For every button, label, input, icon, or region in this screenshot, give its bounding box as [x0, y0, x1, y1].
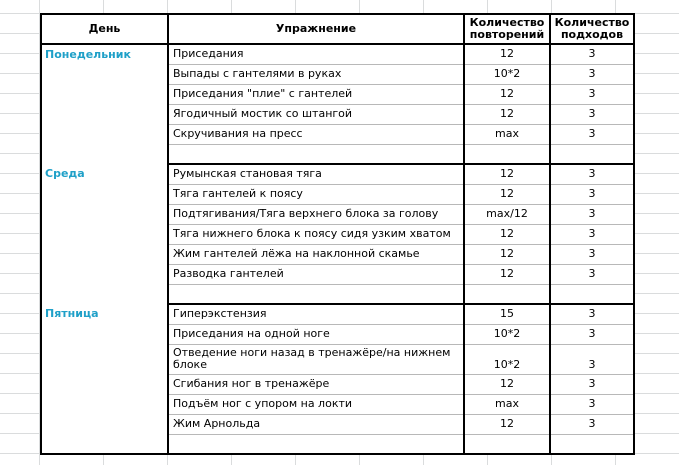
reps-cell[interactable]: 12 [464, 44, 550, 64]
reps-cell[interactable]: 15 [464, 304, 550, 324]
group-wednesday [41, 164, 634, 304]
day-cell[interactable]: Пятница [41, 304, 168, 454]
header-sets[interactable]: Количество подходов [550, 14, 634, 44]
exercise-cell[interactable]: Жим гантелей лёжа на наклонной скамье [168, 244, 464, 264]
exercise-cell[interactable]: Приседания [168, 44, 464, 64]
reps-cell[interactable]: max [464, 124, 550, 144]
exercise-cell[interactable]: Ягодичный мостик со штангой [168, 104, 464, 124]
exercise-cell[interactable]: Подтягивания/Тяга верхнего блока за голову [168, 204, 464, 224]
reps-cell[interactable]: 12 [464, 84, 550, 104]
reps-cell[interactable]: 12 [464, 374, 550, 394]
sets-cell[interactable]: 3 [550, 394, 634, 414]
exercise-cell[interactable]: Тяга нижнего блока к поясу сидя узким хватом [168, 224, 464, 244]
group-monday [41, 44, 634, 164]
header-day[interactable]: День [41, 14, 168, 44]
exercise-cell[interactable]: Гиперэкстензия [168, 304, 464, 324]
reps-cell[interactable]: 12 [464, 164, 550, 184]
sets-cell-empty[interactable] [550, 434, 634, 454]
reps-cell[interactable]: 10*2 [464, 344, 550, 374]
reps-cell[interactable]: 12 [464, 184, 550, 204]
header-reps[interactable]: Количество повторений [464, 14, 550, 44]
exercise-cell[interactable]: Подъём ног с упором на локти [168, 394, 464, 414]
group-friday [41, 304, 634, 454]
sets-cell-empty[interactable] [550, 144, 634, 164]
sets-cell[interactable]: 3 [550, 104, 634, 124]
exercise-cell[interactable]: Скручивания на пресс [168, 124, 464, 144]
exercise-cell[interactable]: Румынская становая тяга [168, 164, 464, 184]
sets-cell[interactable]: 3 [550, 164, 634, 184]
exercise-cell-empty[interactable] [168, 284, 464, 304]
sets-cell[interactable]: 3 [550, 304, 634, 324]
sets-cell[interactable]: 3 [550, 44, 634, 64]
sets-cell[interactable]: 3 [550, 264, 634, 284]
sets-cell[interactable]: 3 [550, 414, 634, 434]
table-row [41, 304, 634, 324]
header-row [41, 14, 634, 44]
exercise-cell[interactable]: Приседания "плие" с гантелей [168, 84, 464, 104]
sets-cell[interactable]: 3 [550, 84, 634, 104]
reps-cell[interactable]: 12 [464, 244, 550, 264]
sets-cell[interactable]: 3 [550, 244, 634, 264]
sets-cell[interactable]: 3 [550, 184, 634, 204]
day-cell[interactable]: Среда [41, 164, 168, 304]
table-row [41, 164, 634, 184]
reps-cell[interactable]: 10*2 [464, 324, 550, 344]
reps-cell-empty[interactable] [464, 434, 550, 454]
sets-cell[interactable]: 3 [550, 344, 634, 374]
header-exercise[interactable]: Упражнение [168, 14, 464, 44]
reps-cell[interactable]: 10*2 [464, 64, 550, 84]
exercise-cell[interactable]: Отведение ноги назад в тренажёре/на нижнем блоке [168, 344, 464, 374]
exercise-cell[interactable]: Жим Арнольда [168, 414, 464, 434]
sets-cell[interactable]: 3 [550, 204, 634, 224]
exercise-cell[interactable]: Тяга гантелей к поясу [168, 184, 464, 204]
sets-cell[interactable]: 3 [550, 224, 634, 244]
reps-cell[interactable]: max [464, 394, 550, 414]
exercise-cell-empty[interactable] [168, 434, 464, 454]
exercise-cell[interactable]: Сгибания ног в тренажёре [168, 374, 464, 394]
sets-cell-empty[interactable] [550, 284, 634, 304]
exercise-cell-empty[interactable] [168, 144, 464, 164]
table-row [41, 44, 634, 64]
reps-cell[interactable]: 12 [464, 104, 550, 124]
day-cell[interactable]: Понедельник [41, 44, 168, 164]
reps-cell-empty[interactable] [464, 144, 550, 164]
sets-cell[interactable]: 3 [550, 64, 634, 84]
reps-cell[interactable]: 12 [464, 264, 550, 284]
exercise-cell[interactable]: Разводка гантелей [168, 264, 464, 284]
sets-cell[interactable]: 3 [550, 124, 634, 144]
reps-cell[interactable]: 12 [464, 224, 550, 244]
workout-table [40, 13, 635, 455]
exercise-cell[interactable]: Приседания на одной ноге [168, 324, 464, 344]
reps-cell[interactable]: 12 [464, 414, 550, 434]
reps-cell-empty[interactable] [464, 284, 550, 304]
reps-cell[interactable]: max/12 [464, 204, 550, 224]
exercise-cell[interactable]: Выпады с гантелями в руках [168, 64, 464, 84]
sets-cell[interactable]: 3 [550, 374, 634, 394]
sets-cell[interactable]: 3 [550, 324, 634, 344]
